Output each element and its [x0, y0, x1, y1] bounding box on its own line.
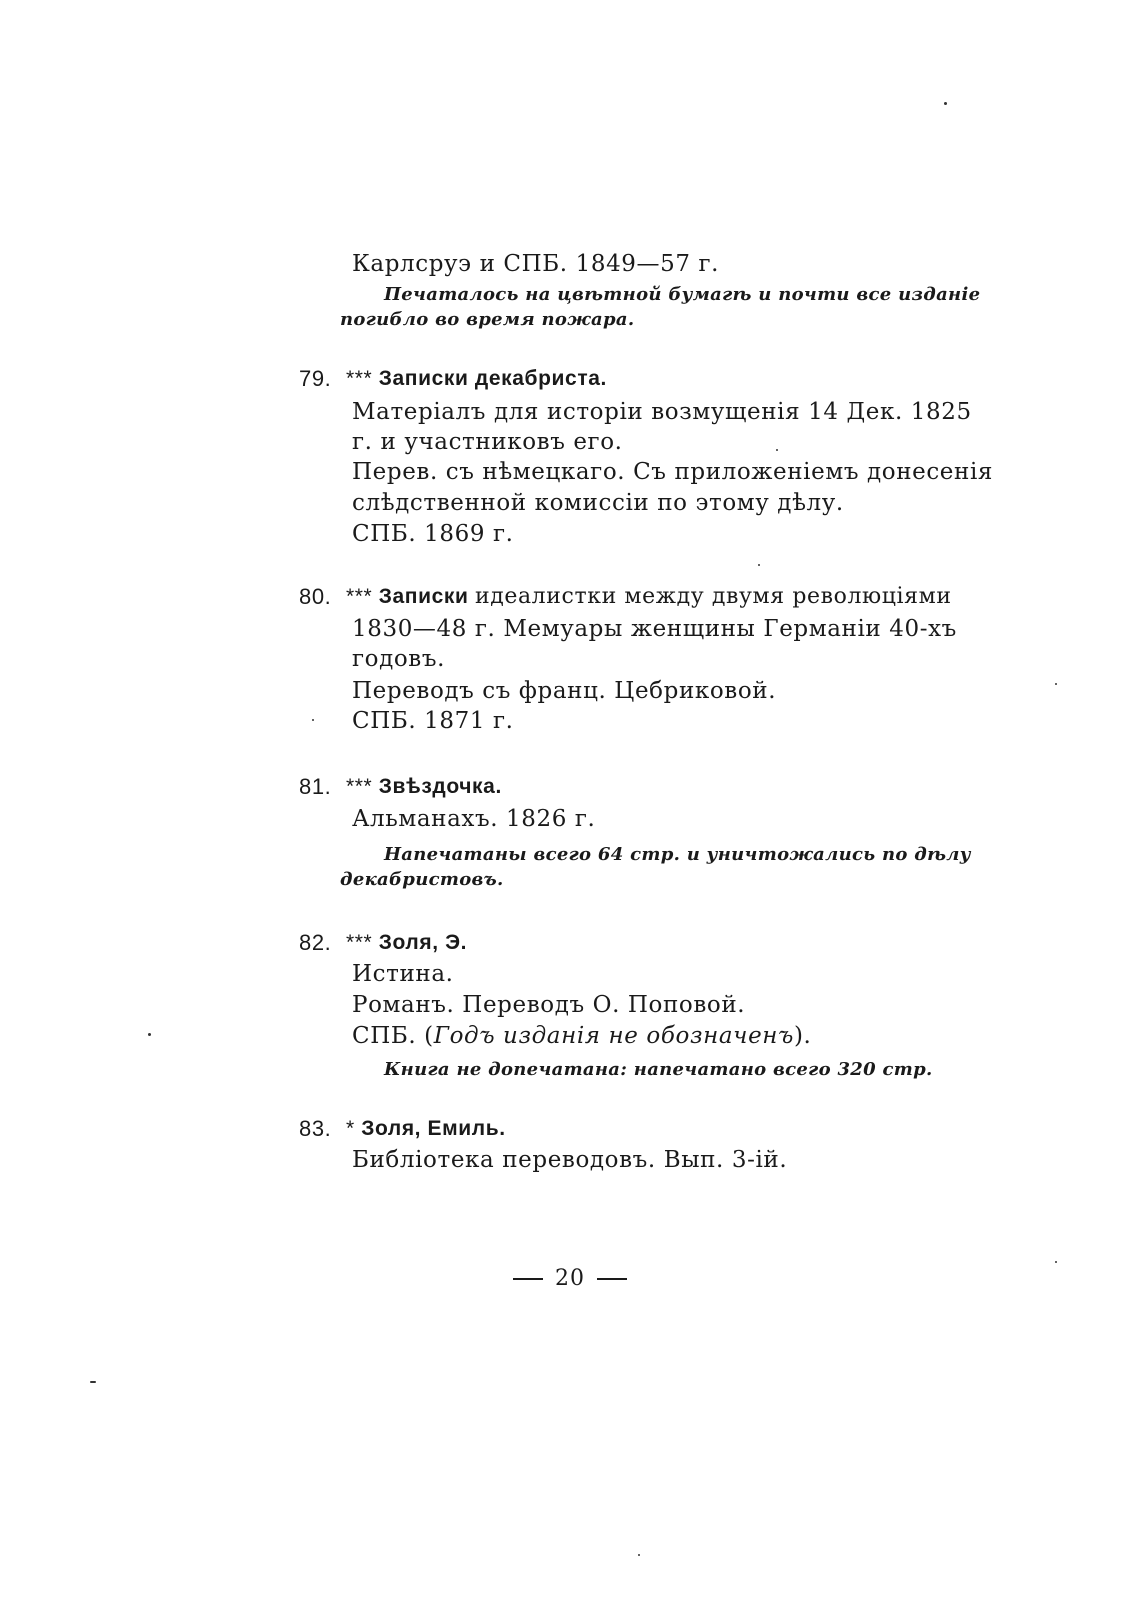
entry-line — [352, 1021, 811, 1051]
entry-line — [352, 457, 994, 487]
entry-line: Переводъ съ франц. Цебриковой. — [352, 678, 777, 704]
entry-title: Золя, Э. — [378, 931, 468, 954]
entry-line-text: Матеріалъ для исторіи возмущенія 14 Дек. 1825 — [352, 399, 972, 425]
entry-line-italic: Годъ изданія не обозначенъ — [433, 1023, 794, 1049]
entry-line: Истина. — [352, 961, 454, 987]
entry-title: Записки декабриста. — [378, 367, 607, 390]
entry-line: Романъ. Переводъ О. Поповой. — [352, 992, 746, 1018]
entry-number: 79. — [299, 366, 332, 391]
entry-number: 83. — [299, 1116, 332, 1141]
entry-number: 80. — [299, 584, 332, 609]
scan-speck — [1055, 1261, 1057, 1263]
page-number — [0, 1266, 1140, 1291]
entry-line: СПБ. 1871 г. — [352, 708, 514, 734]
entry-title: Золя, Емиль. — [361, 1117, 506, 1140]
note-line: Книга не допечатана: напечатано всего 320 стр. — [384, 1059, 933, 1080]
scan-speck — [944, 102, 947, 105]
entry-heading — [346, 928, 467, 958]
entry-line-text: СПБ. ( — [352, 1023, 434, 1049]
stars-mark: *** — [346, 931, 373, 954]
entry-line-text: Перев. съ нѣмецкаго. Съ приложеніемъ донесенія — [352, 459, 994, 485]
entry-line: Альманахъ. 1826 г. — [352, 806, 596, 832]
folio-dash — [597, 1278, 627, 1280]
entry-line: годовъ. — [352, 646, 445, 672]
stars-mark: * — [346, 1117, 355, 1140]
entry-line — [352, 397, 972, 427]
entry-heading — [346, 1114, 506, 1144]
stars-mark: *** — [346, 775, 373, 798]
entry-title-rest: идеалистки между двумя революціями — [474, 584, 952, 609]
stars-mark: *** — [346, 367, 373, 390]
scan-speck — [312, 719, 314, 721]
entry-number: 82. — [299, 930, 332, 955]
page-number-text: 20 — [555, 1266, 585, 1291]
entry-line — [352, 614, 957, 644]
entry-heading — [346, 364, 607, 394]
entry-title: Звѣздочка. — [378, 775, 502, 798]
folio-dash — [513, 1278, 543, 1280]
note-line: декабристовъ. — [340, 869, 504, 890]
stars-mark: *** — [346, 585, 373, 608]
scan-speck — [1055, 683, 1057, 685]
entry-line: г. и участниковъ его. — [352, 429, 623, 455]
entry-number: 81. — [299, 774, 332, 799]
entry-line-text: 1830—48 г. Мемуары женщины Германіи 40-хъ — [352, 616, 957, 642]
entry-title: Записки — [378, 585, 469, 608]
note-line: погибло во время пожара. — [340, 309, 635, 330]
scan-speck — [776, 449, 778, 451]
scan-speck — [758, 564, 760, 566]
scan-speck — [148, 1033, 151, 1036]
note-line: Напечатаны всего 64 стр. и уничтожались по дѣлу — [384, 844, 971, 865]
entry-line: СПБ. 1869 г. — [352, 521, 514, 547]
entry-heading — [346, 582, 952, 612]
entry-heading — [346, 772, 502, 802]
scan-speck — [638, 1554, 640, 1556]
note-line: Печаталось на цвѣтной бумагѣ и почти все изданіе — [384, 284, 981, 305]
entry-line-text: ). — [793, 1023, 812, 1049]
entry-line: слѣдственной комиссіи по этому дѣлу. — [352, 490, 844, 516]
publication-line: Карлсруэ и СПБ. 1849—57 г. — [352, 251, 720, 277]
entry-line: Библіотека переводовъ. Вып. 3-ій. — [352, 1147, 788, 1173]
scan-speck — [90, 1381, 96, 1383]
